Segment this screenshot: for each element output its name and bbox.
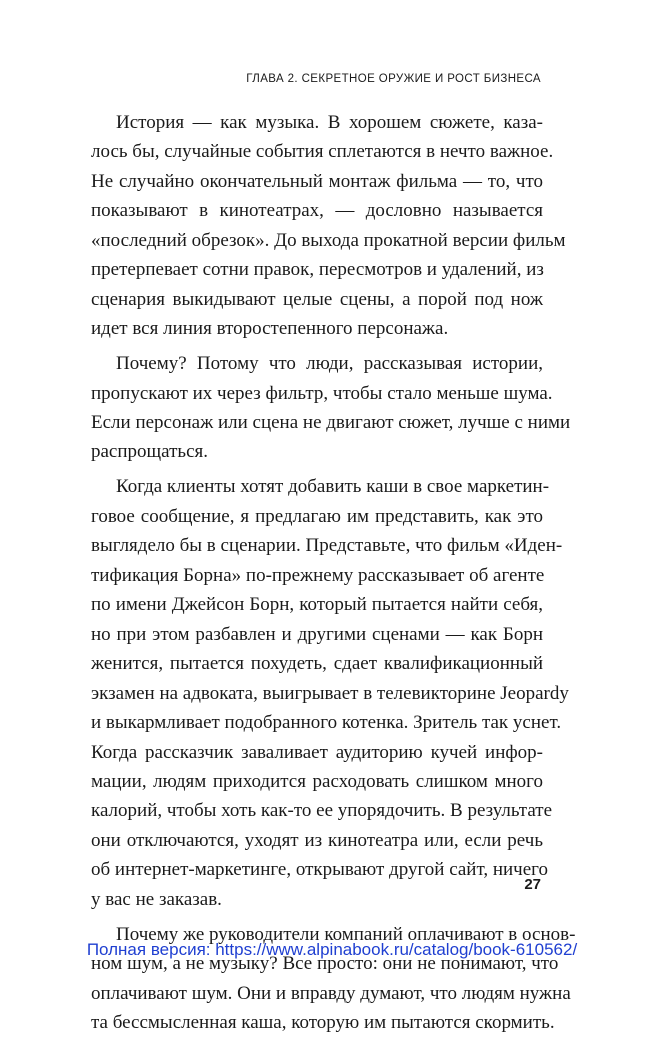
paragraph-1: [91, 108, 566, 344]
running-head: ГЛАВА 2. СЕКРЕТНОЕ ОРУЖИЕ И РОСТ БИЗНЕСА: [246, 73, 541, 85]
text-line: пропускают их через фильтр, чтобы стало меньше шума.: [91, 382, 553, 404]
text-line: Не случайно окончательный монтаж фильма — то, что: [91, 170, 543, 192]
text-line: распрощаться.: [91, 441, 208, 463]
text-line: выглядело бы в сценарии. Представьте, что фильм «Иден-: [91, 535, 563, 557]
paragraph-3: [91, 472, 569, 914]
text-line: и выкармливает подобранного котенка. Зритель так уснет.: [91, 712, 562, 734]
footer-link-container: [0, 940, 664, 960]
text-line: они отключаются, уходят из кинотеатра или, если речь: [91, 829, 543, 851]
text-line: по имени Джейсон Борн, который пытается найти себя,: [91, 594, 543, 616]
text-line: оплачивают шум. Они и вправду думают, что людям нужна: [91, 982, 571, 1004]
text-line: мации, людям приходится расходовать слишком много: [91, 770, 543, 792]
text-line: у вас не заказав.: [91, 888, 222, 910]
text-line: Почему? Потому что люди, рассказывая истории,: [116, 353, 543, 375]
text-line: «последний обрезок». До выхода прокатной версии фильм: [91, 229, 566, 251]
text-line: показывают в кинотеатрах, — дословно называется: [91, 200, 543, 222]
text-line: лось бы, случайные события сплетаются в нечто важное.: [91, 141, 554, 163]
text-line: Почему же руководители компаний оплачивают в основ-: [116, 923, 576, 945]
text-line: сценария выкидывают целые сцены, а порой под нож: [91, 288, 543, 310]
text-line: говое сообщение, я предлагаю им представить, как это: [91, 505, 543, 527]
text-line: тификация Борна» по-прежнему рассказывает об агенте: [91, 564, 545, 586]
text-line: ном шум, а не музыку? Все просто: они не понимают, что: [91, 953, 559, 975]
text-line: женится, пытается похудеть, сдает квалификационный: [91, 653, 543, 675]
text-line: претерпевает сотни правок, пересмотров и удалений, из: [91, 259, 544, 281]
full-version-link[interactable]: Полная версия: https://www.alpinabook.ru/catalog/book-610562/: [86, 940, 578, 959]
text-line: та бессмысленная каша, которую им пытаются скормить.: [91, 1012, 555, 1034]
paragraph-4: [91, 920, 576, 1038]
paragraph-2: [91, 349, 571, 467]
text-line: Когда рассказчик заваливает аудиторию кучей инфор-: [91, 741, 543, 763]
text-line: История — как музыка. В хорошем сюжете, каза-: [116, 112, 543, 133]
text-line: об интернет-маркетинге, открывают другой сайт, ничего: [91, 859, 548, 881]
text-line: калорий, чтобы хоть как-то ее упорядочить. В результате: [91, 800, 553, 822]
text-line: Когда клиенты хотят добавить каши в свое маркетин-: [116, 476, 550, 498]
text-line: но при этом разбавлен и другими сценами — как Борн: [91, 623, 543, 645]
body-text: [91, 108, 576, 1043]
text-line: идет вся линия второстепенного персонажа.: [91, 318, 449, 340]
text-line: Если персонаж или сцена не двигают сюжет, лучше с ними: [91, 412, 571, 434]
page-number: 27: [524, 876, 541, 893]
text-line: экзамен на адвоката, выигрывает в телевикторине Jeopardy: [91, 682, 569, 704]
